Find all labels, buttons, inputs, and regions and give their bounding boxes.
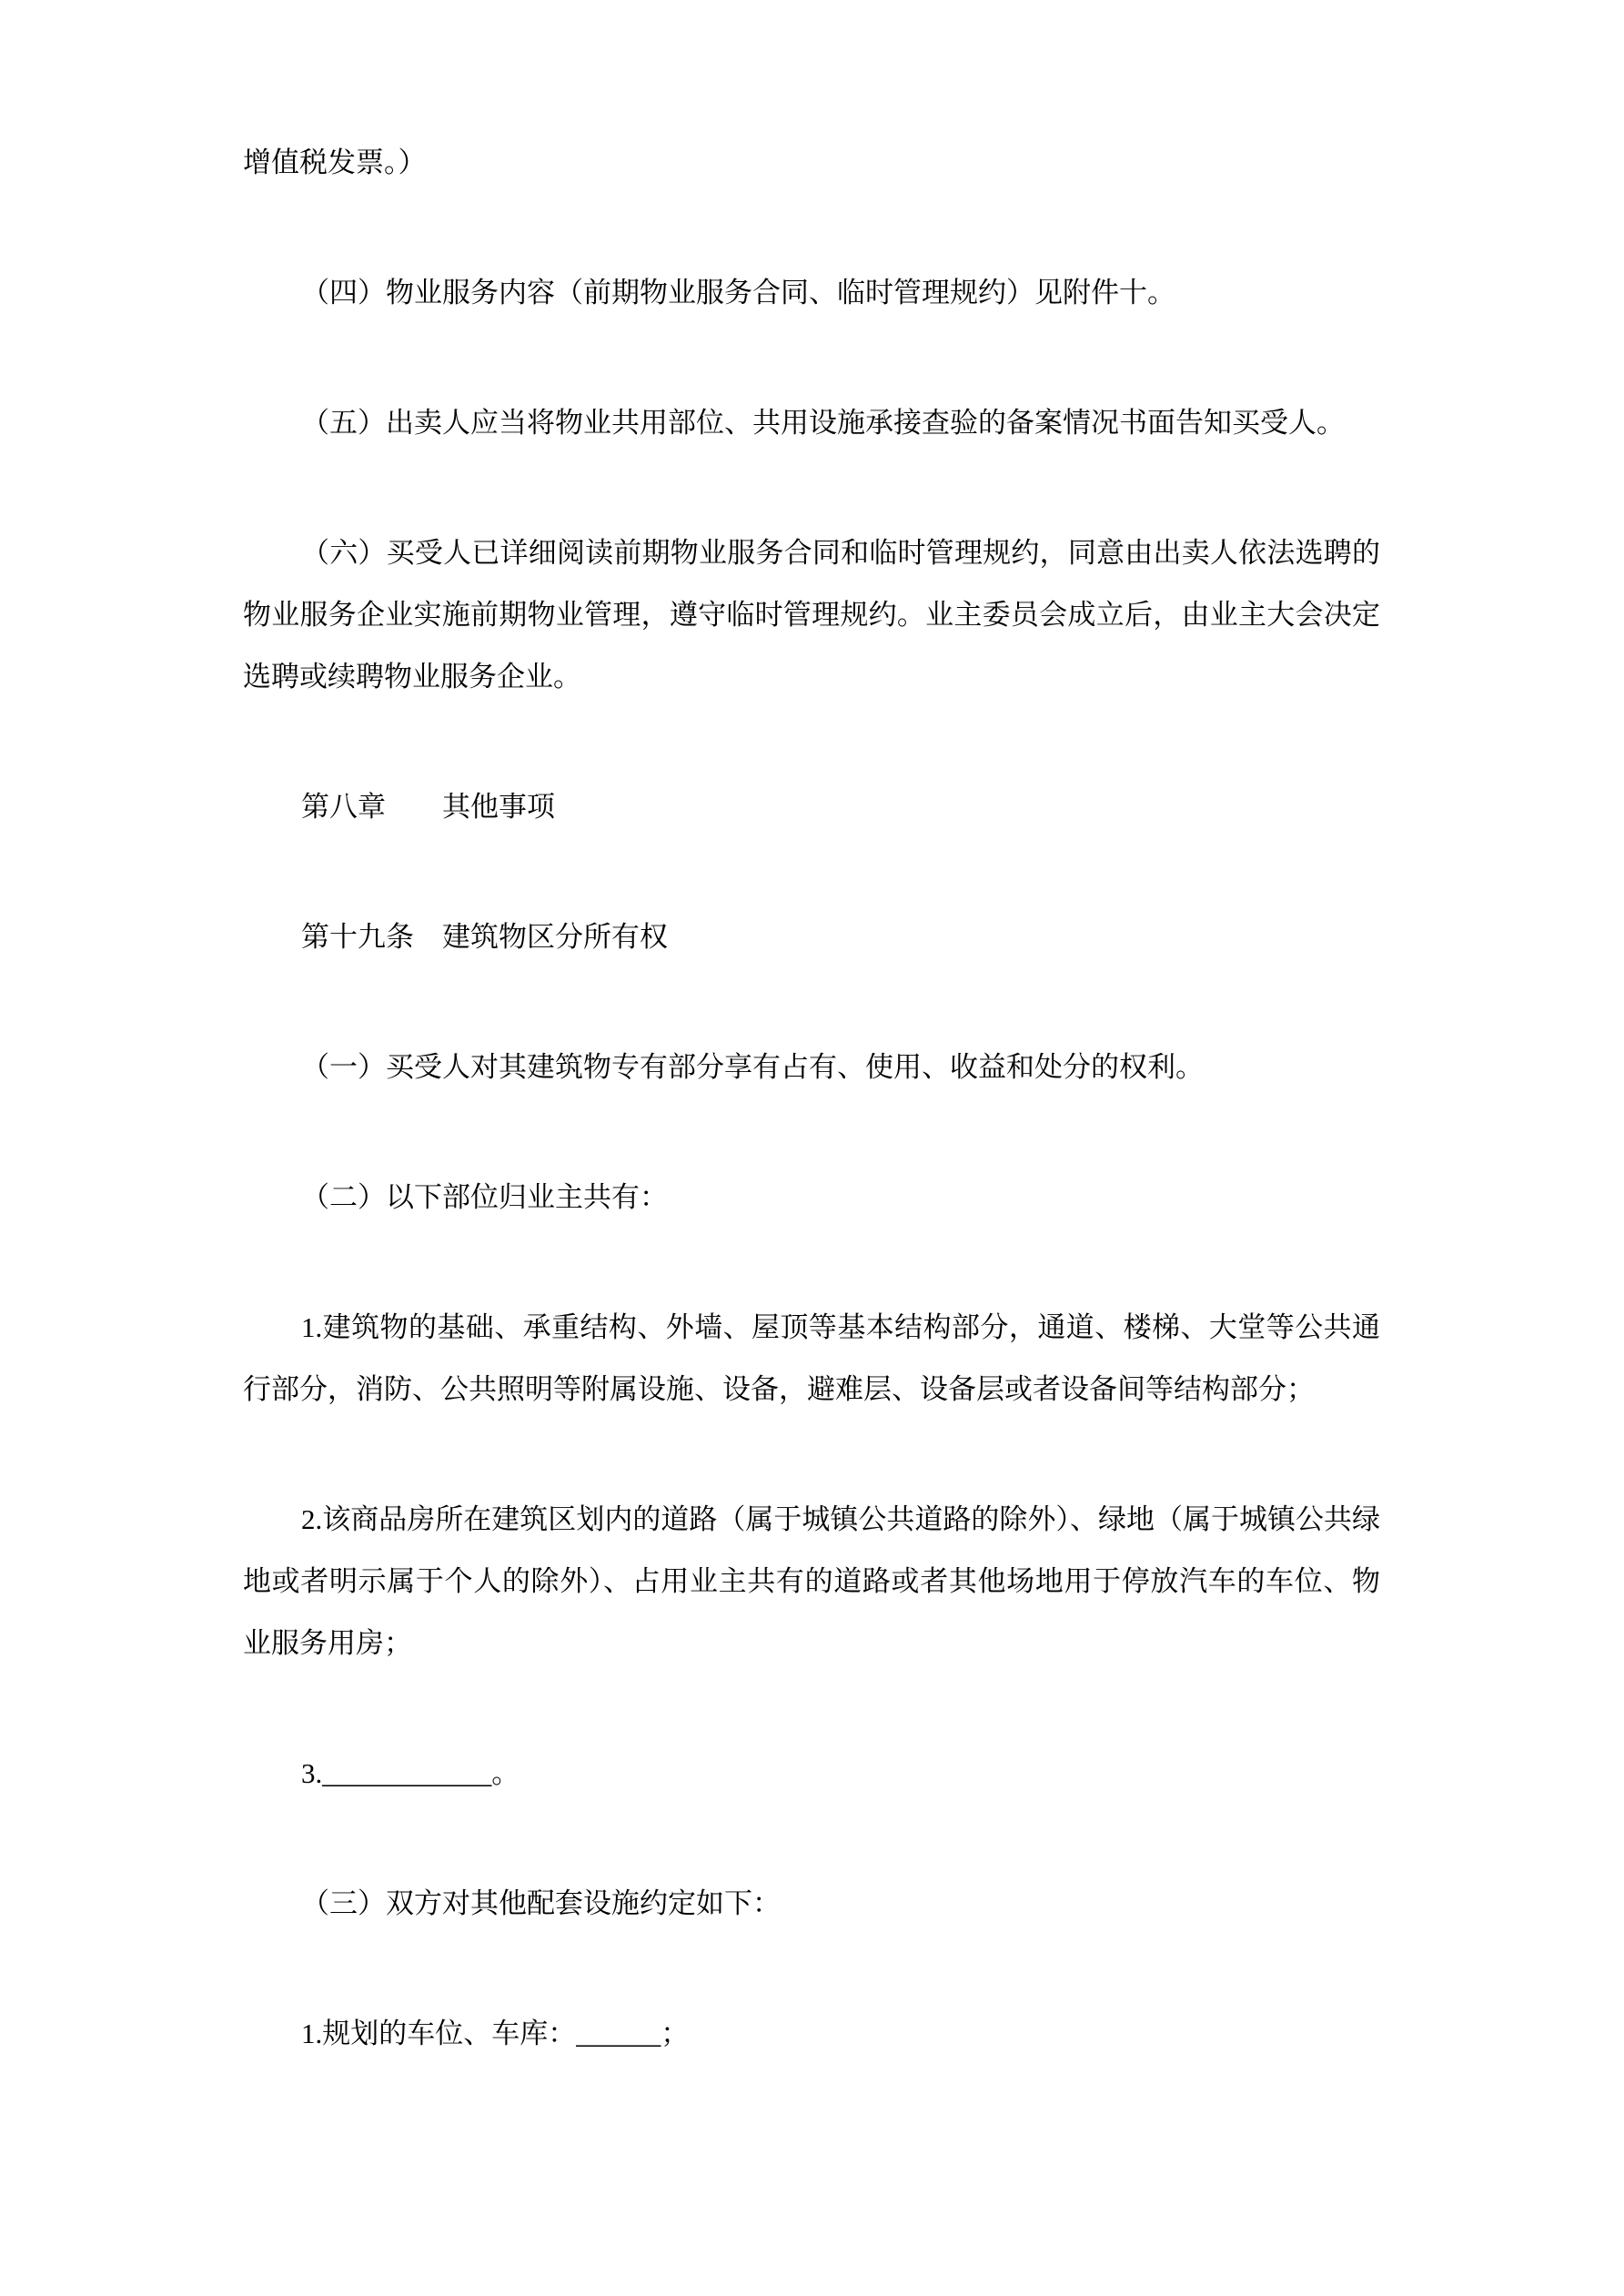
para-list-3-blank-line: 3.____________。 — [301, 1757, 520, 1789]
para-item-three-supporting-facilities: （三）双方对其他配套设施约定如下： — [301, 1887, 781, 1919]
para-item-four-property-service-content: （四）物业服务内容（前期物业服务合同、临时管理规约）见附件十。 — [301, 277, 1175, 308]
heading-chapter-eight-other-matters: 第八章 其他事项 — [301, 791, 555, 823]
heading-article-nineteen-building-ownership: 第十九条 建筑物区分所有权 — [301, 921, 668, 953]
para-item-five-acceptance-inspection-notice: （五）出卖人应当将物业共用部位、共用设施承接查验的备案情况书面告知买受人。 — [301, 407, 1345, 439]
para-item-six-preliminary-property-management: （六）买受人已详细阅读前期物业服务合同和临时管理规约，同意由出卖人依法选聘的物业服务企业实施前期物业管理，遵守临时管理规约。业主委员会成立后，由业主大会决定选聘或续聘物业服务企业。 — [243, 537, 1380, 693]
para-vat-invoice-continuation: 增值税发票。） — [243, 147, 427, 178]
para-item-two-common-ownership-intro: （二）以下部位归业主共有： — [301, 1181, 668, 1213]
para-item-one-exclusive-part-rights: （一）买受人对其建筑物专有部分享有占有、使用、收益和处分的权利。 — [301, 1051, 1204, 1083]
para-list-2-roads-greenspace: 2.该商品房所在建筑区划内的道路（属于城镇公共道路的除外）、绿地（属于城镇公共绿地或者明示属于个人的除外）、占用业主共有的道路或者其他场地用于停放汽车的车位、物业服务用房； — [243, 1503, 1380, 1659]
para-planned-parking-blank: 1.规划的车位、车库：______； — [301, 2018, 690, 2049]
para-list-1-basic-structure: 1.建筑物的基础、承重结构、外墙、屋顶等基本结构部分，通道、楼梯、大堂等公共通行部分，消防、公共照明等附属设施、设备，避难层、设备层或者设备间等结构部分； — [243, 1311, 1380, 1405]
